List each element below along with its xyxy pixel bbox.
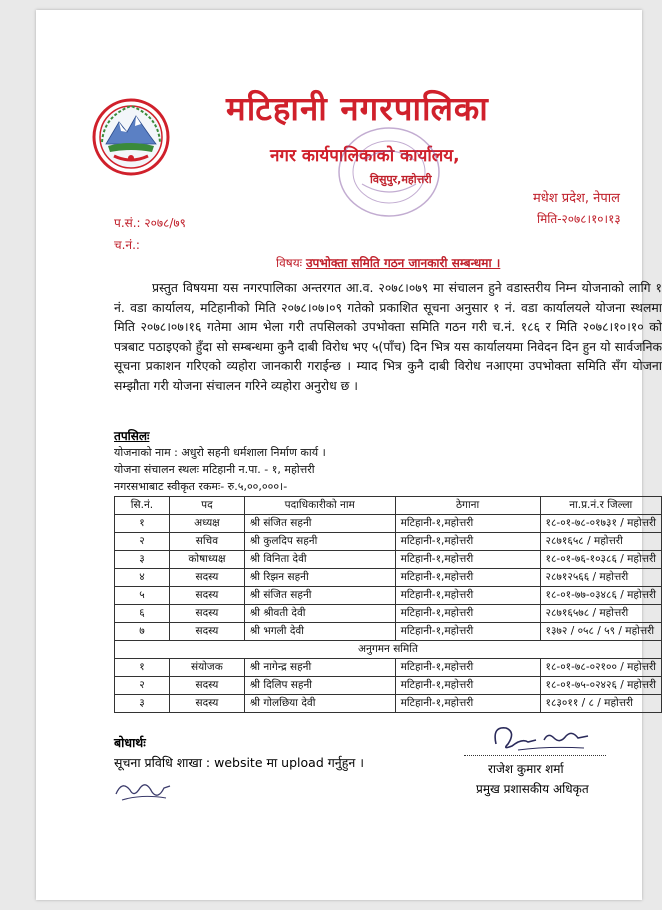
cell-name: श्री विनिता देवी <box>244 551 395 569</box>
cell-post: कोषाध्यक्ष <box>169 551 244 569</box>
cell-name: श्री गोलछिया देवी <box>244 695 395 713</box>
cc-heading: बोधार्थः <box>114 735 146 750</box>
body-paragraph: प्रस्तुत विषयमा यस नगरपालिका अन्तरगत आ.व. २०७८।०७९ मा संचालन हुने वडास्तरीय निम्न योजनाको लागि १ नं. वडा कार्यालय, मटिहानीको मिति २०७८।०७।०९ गतेको प्रकाशित सूचना अनुसार १ नं. वडा कार्यालयले योजना स्थलमा मिति २०७८।०७।१६ गतेमा आम भेला गरी तपसिलको उपभोक्ता समिति गठन गरी च.नं. १८६ र मिति २०७८।१०।१० को पत्रबाट पठाइएको हुँदा सो सम्बन्धमा कुनै दाबी विरोध भए ५(पाँच) दिन भित्र यस कार्यालयमा निवेदन दिन हुन यो सार्वजनिक सूचना प्रकाशन गरिएको व्यहोरा जानकारी गराईन्छ । म्याद भित्र कुनै दाबी विरोध नआएमा उपभोक्ता समिति सँग योजना सम्झौता गरी योजना संचालन गरिने व्यहोरा अनुरोध छ । <box>114 280 662 393</box>
cell-post: सदस्य <box>169 587 244 605</box>
table-row <box>115 569 662 587</box>
letter-date: मिति-२०७८।१०।१३ <box>537 212 621 226</box>
cell-address: मटिहानी-१,महोत्तरी <box>395 533 540 551</box>
project-name: योजनाको नाम : अधुरो सहनी धर्मशाला निर्माण कार्य । <box>114 446 326 459</box>
cell-serial: ३ <box>115 695 170 713</box>
approved-amount: नगरसभाबाट स्वीकृत रकमः- रु.५,००,०००।- <box>114 480 288 493</box>
monitoring-committee-heading: अनुगमन समिति <box>115 641 662 659</box>
cell-address: मटिहानी-१,महोत्तरी <box>395 515 540 533</box>
cell-name: श्री संजित सहनी <box>244 587 395 605</box>
table-row <box>115 659 662 677</box>
province-name: मधेश प्रदेश, नेपाल <box>533 191 620 206</box>
office-name: नगर कार्यपालिकाको कार्यालय, <box>270 146 460 166</box>
dispatch-number: च.नं.: <box>114 238 140 252</box>
table-header-row <box>115 497 662 515</box>
cell-address: मटिहानी-१,महोत्तरी <box>395 587 540 605</box>
table-row <box>115 695 662 713</box>
cell-serial: ७ <box>115 623 170 641</box>
cell-post: सदस्य <box>169 605 244 623</box>
table-row <box>115 677 662 695</box>
cell-post: सदस्य <box>169 677 244 695</box>
signer-designation: प्रमुख प्रशासकीय अधिकृत <box>476 782 589 796</box>
subject-label: विषयः <box>276 256 303 270</box>
cell-name: श्री कुलदिप सहनी <box>244 533 395 551</box>
table-row <box>115 551 662 569</box>
cc-upload-instruction: सूचना प्रविधि शाखा : website मा upload गर्नुहुन । <box>114 755 364 770</box>
cell-name: श्री संजित सहनी <box>244 515 395 533</box>
cell-name: श्री श्रीवती देवी <box>244 605 395 623</box>
cell-citizenship: १८-०१-७५-०२४२६ / महोत्तरी <box>540 677 661 695</box>
cell-serial: ५ <box>115 587 170 605</box>
project-location: योजना संचालन स्थलः मटिहानी न.पा. - १, महोत्तरी <box>114 463 315 476</box>
document-page <box>36 10 662 900</box>
table-row <box>115 587 662 605</box>
cell-name: श्री दिलिप सहनी <box>244 677 395 695</box>
municipality-title: मटिहानी नगरपालिका <box>226 89 489 128</box>
cell-post: सदस्य <box>169 569 244 587</box>
cell-citizenship: १८-०१-७६-१०३८६ / महोत्तरी <box>540 551 661 569</box>
city-name: विसुपुर,महोत्तरी <box>370 173 432 186</box>
cell-serial: २ <box>115 677 170 695</box>
cell-citizenship: १८३०११ / ८ / महोत्तरी <box>540 695 661 713</box>
cell-serial: १ <box>115 659 170 677</box>
nepal-emblem-logo <box>92 98 170 176</box>
cell-serial: ६ <box>115 605 170 623</box>
cell-address: मटिहानी-१,महोत्तरी <box>395 695 540 713</box>
cell-name: श्री रिझन सहनी <box>244 569 395 587</box>
cell-serial: २ <box>115 533 170 551</box>
handwritten-signature <box>488 718 598 756</box>
cell-post: अध्यक्ष <box>169 515 244 533</box>
cell-address: मटिहानी-१,महोत्तरी <box>395 605 540 623</box>
handwritten-initials <box>112 776 174 804</box>
cell-post: सचिव <box>169 533 244 551</box>
column-header: सि.नं. <box>115 497 170 515</box>
cell-citizenship: २८७१६५७८ / महोत्तरी <box>540 605 661 623</box>
cell-citizenship: १३७२ / ०५८ / ५९ / महोत्तरी <box>540 623 661 641</box>
cell-address: मटिहानी-१,महोत्तरी <box>395 569 540 587</box>
signer-name: राजेश कुमार शर्मा <box>488 762 564 776</box>
committee-table <box>114 496 662 713</box>
subject-line <box>276 254 500 271</box>
cell-address: मटिहानी-१,महोत्तरी <box>395 551 540 569</box>
cell-citizenship: १८-०१-७८-०१७३१ / महोत्तरी <box>540 515 661 533</box>
cell-citizenship: २८७१२५६६ / महोत्तरी <box>540 569 661 587</box>
cell-post: सदस्य <box>169 623 244 641</box>
column-header: ठेगाना <box>395 497 540 515</box>
cell-citizenship: १८-०१-७८-०२१०० / महोत्तरी <box>540 659 661 677</box>
details-heading: तपसिलः <box>114 429 150 443</box>
signature-line <box>464 755 606 756</box>
cell-address: मटिहानी-१,महोत्तरी <box>395 677 540 695</box>
cell-serial: ३ <box>115 551 170 569</box>
cell-name: श्री भगली देवी <box>244 623 395 641</box>
table-row <box>115 623 662 641</box>
subject-text: उपभोक्ता समिति गठन जानकारी सम्बन्धमा । <box>305 256 501 270</box>
table-row <box>115 533 662 551</box>
cell-post: संयोजक <box>169 659 244 677</box>
cell-serial: १ <box>115 515 170 533</box>
column-header: पदाधिकारीको नाम <box>244 497 395 515</box>
cell-citizenship: २८७१६५८ / महोत्तरी <box>540 533 661 551</box>
cell-address: मटिहानी-१,महोत्तरी <box>395 659 540 677</box>
cell-serial: ४ <box>115 569 170 587</box>
cell-address: मटिहानी-१,महोत्तरी <box>395 623 540 641</box>
table-row <box>115 515 662 533</box>
table-section-row <box>115 641 662 659</box>
cell-post: सदस्य <box>169 695 244 713</box>
table-row <box>115 605 662 623</box>
column-header: ना.प्र.नं.र जिल्ला <box>540 497 661 515</box>
reference-number: प.सं.: २०७८/७९ <box>114 216 186 230</box>
cell-name: श्री नागेन्द्र सहनी <box>244 659 395 677</box>
cell-citizenship: १८-०१-७७-०३४८६ / महोत्तरी <box>540 587 661 605</box>
column-header: पद <box>169 497 244 515</box>
